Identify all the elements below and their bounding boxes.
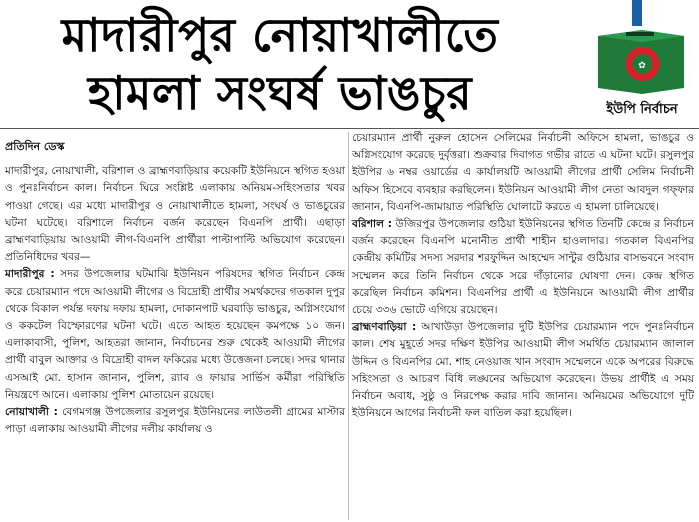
right-column — [352, 130, 694, 422]
headline-line-1: মাদারীপুর নোয়াখালীতে — [61, 8, 499, 62]
ballot-box-icon — [580, 0, 699, 100]
madaripur-label: মাদারীপুর : — [5, 268, 55, 281]
left-column — [5, 138, 345, 438]
logo-caption: ইউপি নির্বাচন — [606, 102, 678, 117]
madaripur-paragraph — [5, 266, 345, 404]
headline — [0, 6, 560, 122]
brahmanbaria-label: ব্রাহ্মণবাড়িয়া : — [352, 321, 417, 334]
noakhali-text: বেগমগঞ্জ উপজেলার রসুলপুর ইউনিয়নের লাউতলী গ্রামের মাস্টার পাড়া এলাকায় আওয়ামী লীগের দলীয় কার্যালয় ও — [5, 406, 345, 436]
barishal-paragraph — [352, 216, 694, 319]
headline-line-2: হামলা সংঘর্ষ ভাঙচুর — [87, 66, 473, 120]
noakhali-label: নোয়াখালী : — [5, 406, 58, 419]
continued-paragraph: চেয়ারম্যান প্রার্থী নুরুল হোসেন সেলিমের নির্বাচনী অফিসে হামলা, ভাঙচুর ও অগ্নিসংযোগ করেছে দুর্বৃত্তরা। শুক্রবার দিবাগত গভীর রাতে এ ঘটনা ঘটে। রসুলপুর ইউপির ৬ নম্বর ওয়ার্ডের এ কার্যালয়টি আওয়ামী লীগের প্রার্থী সেলিম নির্বাচনী অফিস হিসেবে ব্যবহার করছিলেন। ইউনিয়ন আওয়ামী লীগ নেতা আবদুল গফ্‌ফার জানান, বিএনপি-জামায়াত পরিস্থিতি ঘোলাটে করতে এ হামলা চালিয়েছে। — [352, 132, 694, 213]
byline: প্রতিদিন ডেস্ক — [5, 140, 65, 153]
brahmanbaria-text: আখাউড়া উপজেলার দুটি ইউপির চেয়ারম্যান পদে পুনঃনির্বাচন কাল। শেষ মুহূর্তে সদর দক্ষিণ ইউপির আওয়ামী লীগ সমর্থিত চেয়ারম্যান জালাল উদ্দিন ও বিএনপির মো. শাহ নেওয়াজ খান সংবাদ সম্মেলনে একে অপরের বিরুদ্ধে সহিংসতা ও আচরণ বিধি লঙ্ঘনের অভিযোগ করেছেন। উভয় প্রার্থীই এ সময় নির্বাচন অবাধ, সুষ্ঠু ও নিরপেক্ষ করার দাবি জানান। অনিয়মের অভিযোগে দুটি ইউনিয়নে আগের নির্বাচনী ফল বাতিল করা হয়েছিল। — [352, 321, 694, 420]
header-rule — [0, 128, 699, 129]
barishal-text: উজিরপুর উপজেলার গুঠিয়া ইউনিয়নের স্থগিত তিনটি কেন্দ্রে র নির্বাচন বর্জন করেছেন বিএনপি মনোনীত প্রার্থী শাহীন হাওলাদার। গতকাল বিএনপির কেন্দ্রীয় কমিটির সদস্য সরদার শরফুদ্দিন আহম্মেদ সান্টুর গুঠিয়ার বাসভবনে সংবাদ সম্মেলন করে তিনি নির্বাচন থেকে সরে দাঁড়ানোর ঘোষণা দেন। কেন্দ্র স্থগিত করেছিল নির্বাচন কমিশন। বিএনপির প্রার্থী এ ইউনিয়নে আওয়ামী লীগ প্রার্থীর চেয়ে ৩৩৬ ভোটে এগিয়ে রয়েছেন। — [352, 218, 694, 317]
madaripur-text: সদর উপজেলার ঘটমাঝি ইউনিয়ন পরিষদের স্থগিত নির্বাচন কেন্দ্র করে চেয়ারম্যান পদে আওয়ামী লীগের ও বিদ্রোহী প্রার্থীর সমর্থকদের গতকাল দুপুর থেকে বিকাল পর্যন্ত দফায় দফায় হামলা, দোকানপাট ঘরবাড়ি ভাঙচুর, অগ্নিসংযোগ ও ককটেল বিস্ফোরণের ঘটনা ঘটে। এতে আহত হয়েছেন কমপক্ষে ১০ জন। এলাকাবাসী, পুলিশ, আহতরা জানান, নির্বাচনের শুরু থেকেই আওয়ামী লীগের প্রার্থী বাবুল আক্তার ও বিদ্রোহী বাদল ফকিরের মধ্যে উত্তেজনা চলছে। সদর থানার এসআই মো. হাসান জানান, পুলিশ, র‌্যাব ও ফায়ার সার্ভিস কর্মীরা পরিস্থিতি নিয়ন্ত্রণে আনে। এলাকায় পুলিশ মোতায়েন রয়েছে। — [5, 268, 345, 401]
intro-paragraph: মাদারীপুর, নোয়াখালী, বরিশাল ও ব্রাহ্মণবাড়িয়ার কয়েকটি ইউনিয়নে স্থগিত হওয়া ও পুনঃনির্বাচন কাল। নির্বাচন ঘিরে সংশ্লিষ্ট এলাকায় অনিয়ম-সহিংসতার খবর পাওয়া গেছে। এর মধ্যে মাদারীপুর ও নোয়াখালীতে হামলা, সংঘর্ষ ও ভাঙচুরের ঘটনা ঘটেছে। বরিশালে নির্বাচন বর্জন করেছেন বিএনপি প্রার্থী। এছাড়া ব্রাহ্মণবাড়িয়ায় আওয়ামী লীগ-বিএনপি প্রার্থীরা পাল্টাপাল্টি অভিযোগ করেছেন। প্রতিনিধিদের খবর— — [5, 165, 345, 264]
column-divider — [348, 132, 349, 520]
brahmanbaria-paragraph — [352, 319, 694, 422]
barishal-label: বরিশাল : — [352, 218, 393, 231]
svg-text:✿: ✿ — [638, 61, 646, 71]
noakhali-paragraph — [5, 404, 345, 438]
